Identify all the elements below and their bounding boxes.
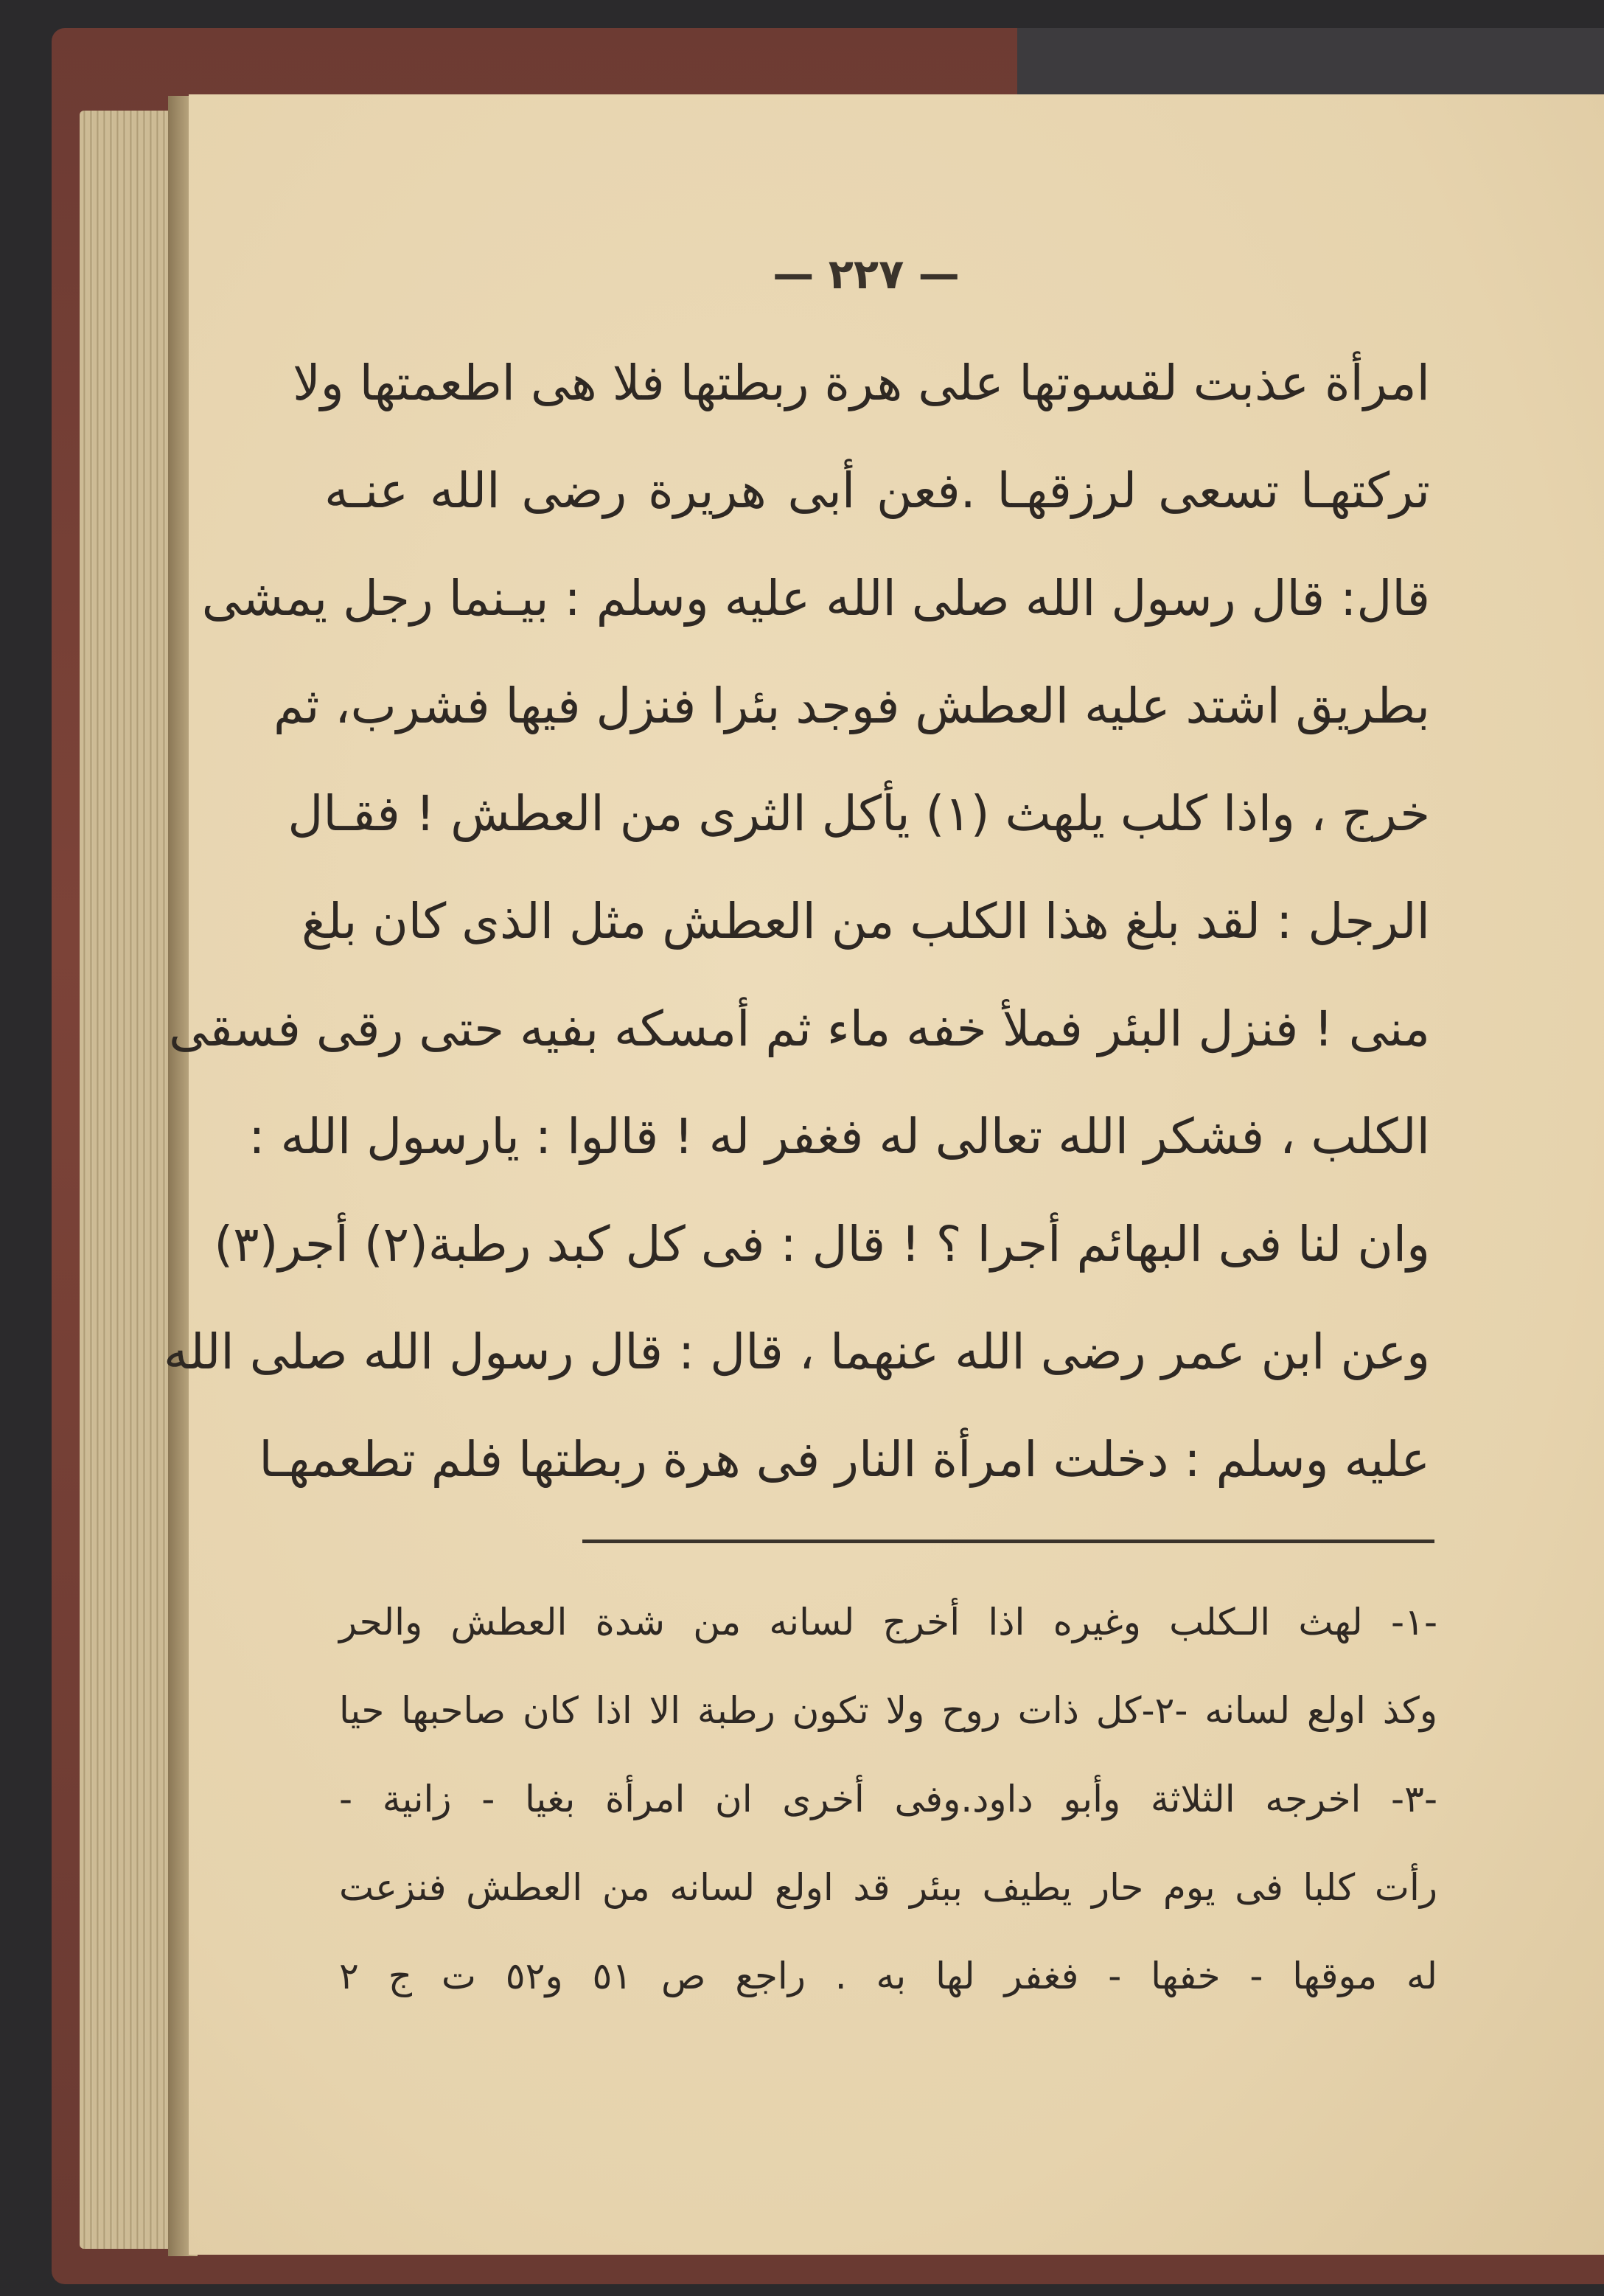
footnote-line: رأت كلبا فى يوم حار يطيف ببئر قد اولع لسانه من العطش فنزعت [339, 1866, 1437, 1909]
text-line: تركتهـا تسعى لرزقهـا .فعن أبى هريرة رضى الله عنـه [324, 462, 1430, 519]
text-line: امرأة عذبت لقسوتها على هرة ربطتها فلا هى اطعمتها ولا [293, 355, 1430, 411]
text-line: وان لنا فى البهائم أجرا ؟ ! قال : فى كل كبد رطبة(٢) أجر(٣) [214, 1216, 1430, 1273]
text-line: وعن ابن عمر رضى الله عنهما ، قال : قال رسول الله صلى الله [164, 1323, 1430, 1380]
text-line: الرجل : لقد بلغ هذا الكلب من العطش مثل الذى كان بلغ [301, 893, 1430, 950]
text-line: خرج ، واذا كلب يلهث (١) يأكل الثرى من العطش ! فقـال [287, 785, 1430, 842]
footnote-separator [582, 1540, 1434, 1543]
text-line: بطريق اشتد عليه العطش فوجد بئرا فنزل فيها فشرب، ثم [273, 678, 1430, 734]
footnotes [339, 1585, 1437, 2028]
main-text [164, 339, 1430, 1523]
footnote-line: له موقها - خفها - فغفر لها به . راجع ص ٥١ و٥٢ ت ج ٢ [339, 1955, 1437, 1997]
footnote-line: وكذ اولع لسانه -٢-كل ذات روح ولا تكون رطبة الا اذا كان صاحبها حيا [339, 1689, 1437, 1732]
footnote-line: -٣- اخرجه الثلاثة وأبو داود.وفى أخرى ان امرأة بغيا - زانية - [339, 1778, 1437, 1820]
text-line: الكلب ، فشكر الله تعالى له فغفر له ! قالوا : يارسول الله : [248, 1108, 1430, 1165]
text-line: عليه وسلم : دخلت امرأة النار فى هرة ربطتها فلم تطعمهـا [259, 1431, 1430, 1488]
text-line: قال: قال رسول الله صلى الله عليه وسلم : بيـنما رجل يمشى [201, 570, 1430, 627]
page-number: — ٢٢٧ — [773, 251, 960, 299]
footnote-line: -١- لهث الـكلب وغيره اذا أخرج لسانه من شدة العطش والحر [339, 1601, 1437, 1643]
text-line: منى ! فنزل البئر فملأ خفه ماء ثم أمسكه بفيه حتى رقى فسقى [169, 1001, 1430, 1057]
